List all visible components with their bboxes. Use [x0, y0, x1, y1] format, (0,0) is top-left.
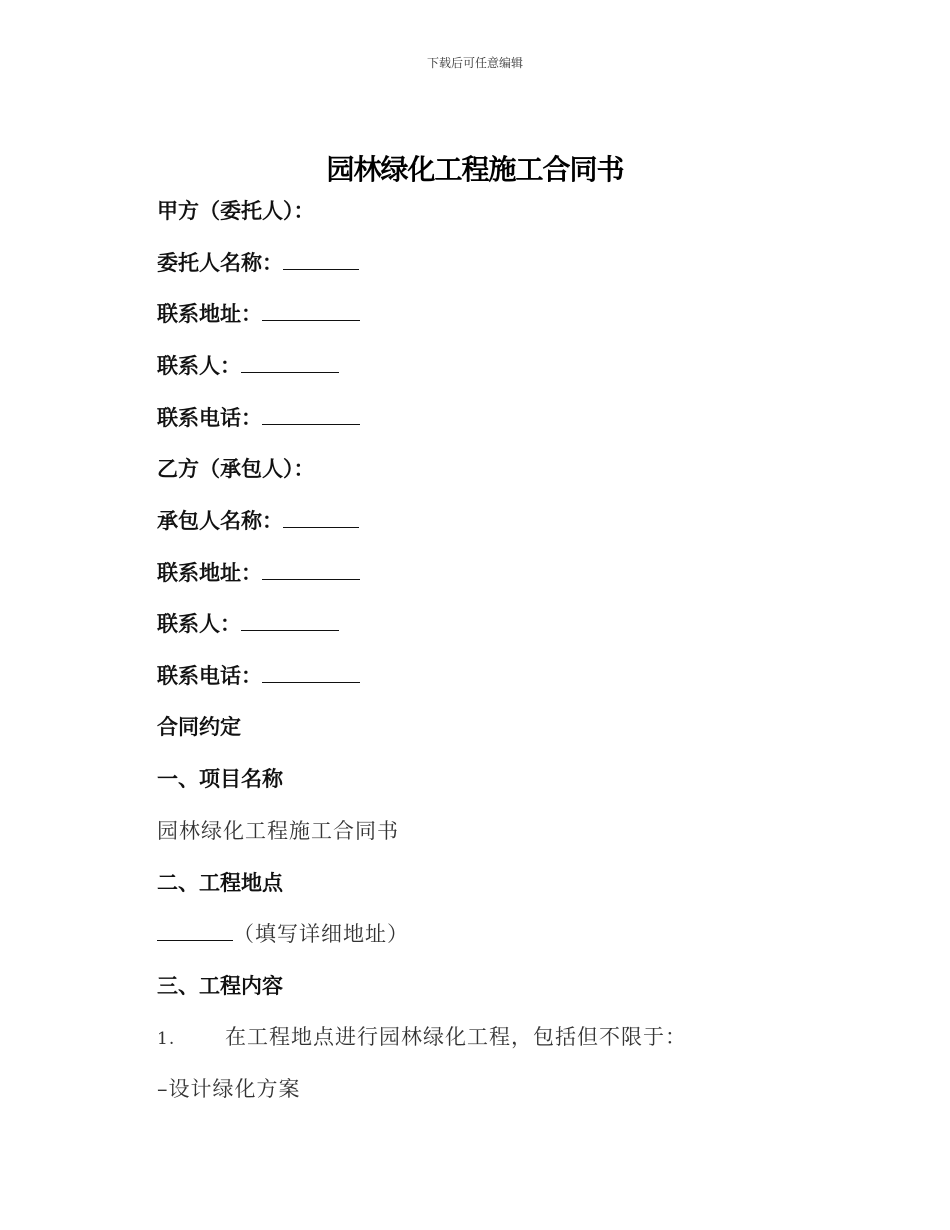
- party-a-address-row: [157, 299, 360, 329]
- party-b-address-label: 联系地址：: [157, 560, 262, 585]
- party-a-heading: 甲方（委托人）：: [157, 198, 315, 223]
- party-a-contact-field[interactable]: [241, 352, 339, 373]
- section3-bullet: –设计绿化方案: [157, 1077, 301, 1101]
- party-b-phone-label: 联系电话：: [157, 663, 262, 688]
- party-b-phone-row: [157, 661, 360, 691]
- page-header: 下载后可任意编辑: [426, 56, 523, 70]
- section3-heading: 三、工程内容: [157, 973, 283, 998]
- party-a-contact-label: 联系人：: [157, 353, 241, 378]
- section2-heading: 二、工程地点: [157, 870, 283, 895]
- section3-item: [157, 1022, 687, 1054]
- party-a-phone-row: [157, 403, 360, 433]
- agreement-heading: 合同约定: [157, 714, 241, 739]
- section1-text: 园林绿化工程施工合同书: [157, 819, 399, 843]
- party-b-phone-field[interactable]: [262, 662, 360, 683]
- party-b-address-row: [157, 558, 360, 588]
- section1-heading: 一、项目名称: [157, 766, 283, 791]
- party-a-name-row: [157, 248, 359, 278]
- location-field[interactable]: [157, 920, 233, 941]
- party-b-address-field[interactable]: [262, 559, 360, 580]
- item-number: 1.: [157, 1029, 176, 1049]
- party-a-contact-row: [157, 351, 339, 381]
- item-text: 在工程地点进行园林绿化工程，包括但不限于：: [225, 1025, 687, 1049]
- party-a-phone-field[interactable]: [262, 404, 360, 425]
- party-b-heading: 乙方（承包人）：: [157, 456, 315, 481]
- party-a-address-field[interactable]: [262, 300, 360, 321]
- party-b-contact-field[interactable]: [241, 610, 339, 631]
- party-a-name-field[interactable]: [283, 249, 359, 270]
- party-b-name-field[interactable]: [283, 507, 359, 528]
- party-b-name-row: [157, 506, 359, 536]
- section2-row: [157, 919, 409, 949]
- party-b-name-label: 承包人名称：: [157, 508, 283, 533]
- section2-text: （填写详细地址）: [233, 922, 409, 946]
- party-a-name-label: 委托人名称：: [157, 250, 283, 275]
- document-title: 园林绿化工程施工合同书: [326, 153, 624, 186]
- party-b-contact-label: 联系人：: [157, 611, 241, 636]
- party-a-address-label: 联系地址：: [157, 301, 262, 326]
- party-a-phone-label: 联系电话：: [157, 405, 262, 430]
- party-b-contact-row: [157, 609, 339, 639]
